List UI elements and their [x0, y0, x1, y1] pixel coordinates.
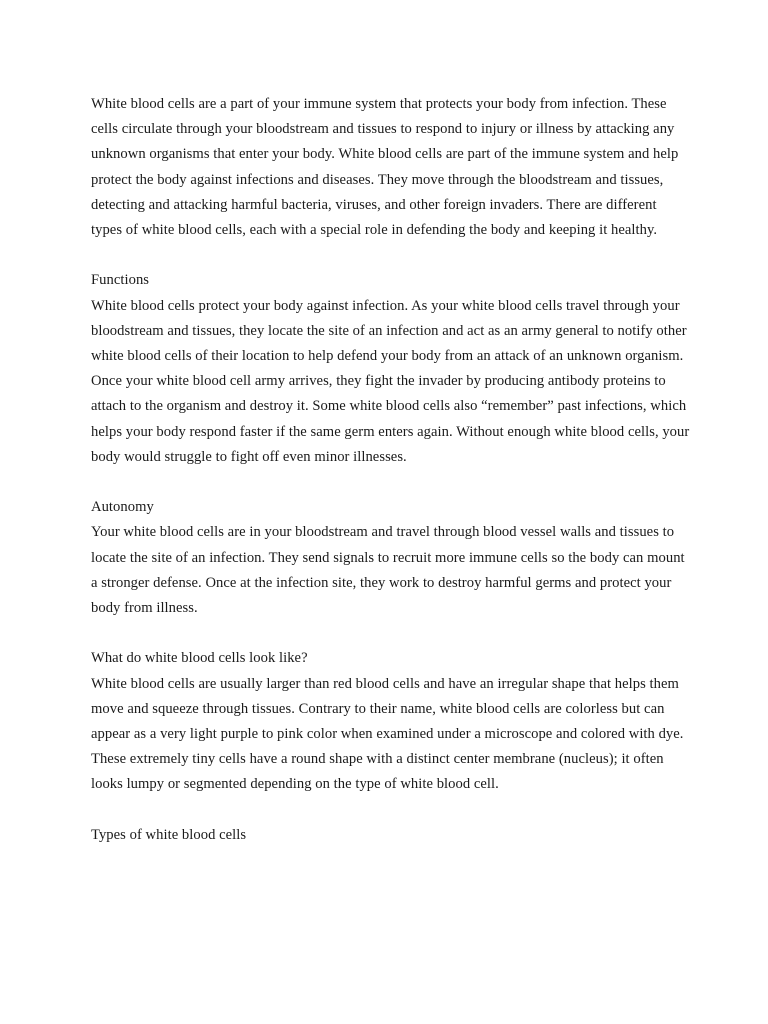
section-functions — [91, 268, 691, 470]
intro-paragraph: White blood cells are a part of your immune system that protects your body from infection. These cells circulate through your bloodstream and tissues to respond to injury or illness by attacking any unknown organisms that enter your body. White blood cells are part of the immune system and help protect the body against infections and diseases. They move through the bloodstream and tissues, detecting and attacking harmful bacteria, viruses, and other foreign invaders. There are different types of white blood cells, each with a special role in defending the body and keeping it healthy. — [91, 96, 679, 239]
section-body: Your white blood cells are in your bloodstream and travel through blood vessel walls and tissues to locate the site of an infection. They send signals to recruit more immune cells so the body can mount a stronger defense. Once at the infection site, they work to destroy harmful germs and protect your body from illness. — [91, 524, 685, 617]
section-body: White blood cells are usually larger than red blood cells and have an irregular shape that helps them move and squeeze through tissues. Contrary to their name, white blood cells are colorless but can appear as a very light purple to pink color when examined under a microscope and colored with dye. These extremely tiny cells have a round shape with a distinct center membrane (nucleus); it often looks lumpy or segmented depending on the type of white blood cell. — [91, 675, 684, 793]
section-types — [91, 823, 691, 848]
section-body: White blood cells protect your body against infection. As your white blood cells travel through your bloodstream and tissues, they locate the site of an infection and act as an army general to notify other white blood cells of their location to help defend your body from an attack of an unknown organism. Once your white blood cell army arrives, they fight the invader by producing antibody proteins to attach to the organism and destroy it. Some white blood cells also “remember” past infections, which helps your body respond faster if the same germ enters again. Without enough white blood cells, your body would struggle to fight off even minor illnesses. — [91, 297, 690, 465]
section-heading: What do white blood cells look like? — [91, 650, 308, 667]
section-heading: Functions — [91, 272, 150, 289]
section-heading: Types of white blood cells — [91, 826, 247, 843]
section-appearance — [91, 646, 691, 797]
document-page — [91, 92, 691, 873]
section-heading: Autonomy — [91, 499, 154, 516]
section-autonomy — [91, 495, 691, 621]
